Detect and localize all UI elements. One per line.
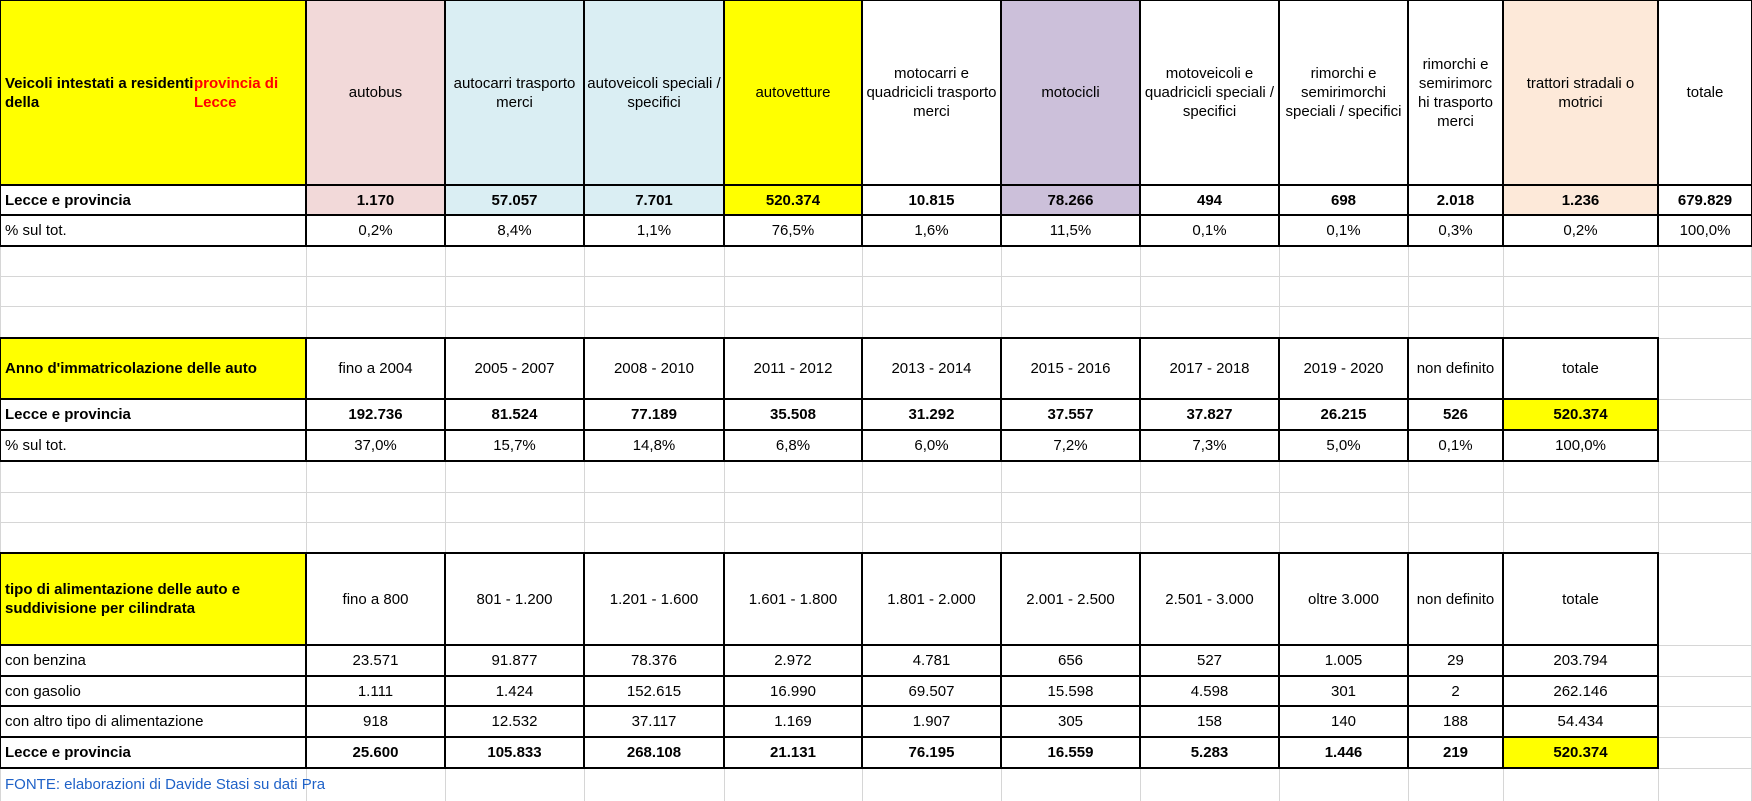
t2-cell[interactable]: 6,8%: [775, 437, 811, 454]
t3-cell[interactable]: 91.877: [491, 652, 538, 669]
table-border: [1278, 0, 1280, 246]
t2-cell[interactable]: 26.215: [1320, 406, 1367, 423]
t3-cell[interactable]: 5.283: [1190, 744, 1229, 761]
t3-cell[interactable]: 305: [1057, 713, 1084, 730]
t2-col-header[interactable]: fino a 2004: [338, 360, 413, 377]
t1-col-header[interactable]: rimorchi e semirimorchi speciali / specifici: [1285, 65, 1402, 120]
table1-title-main: Veicoli intestati a residenti della: [5, 74, 194, 111]
table-border: [0, 337, 1659, 339]
t3-cell[interactable]: 105.833: [487, 744, 542, 761]
table-border: [0, 0, 1752, 1]
t1-row-label[interactable]: Lecce e provincia: [5, 191, 131, 209]
t2-cell[interactable]: 7,3%: [1192, 437, 1227, 454]
t1-cell[interactable]: 1.236: [1503, 185, 1658, 215]
t2-cell[interactable]: 37.557: [1047, 406, 1094, 423]
t3-cell[interactable]: 918: [362, 713, 389, 730]
t2-cell[interactable]: 37,0%: [354, 437, 397, 454]
t2-cell[interactable]: 100,0%: [1555, 437, 1606, 454]
t1-col-header[interactable]: autobus: [306, 0, 445, 185]
t1-cell[interactable]: 2.018: [1436, 191, 1475, 209]
t3-row-label[interactable]: con gasolio: [5, 682, 81, 700]
t3-cell[interactable]: 520.374: [1503, 737, 1658, 768]
t2-col-header[interactable]: totale: [1562, 360, 1599, 377]
t2-col-header[interactable]: 2011 - 2012: [753, 360, 833, 377]
t2-cell[interactable]: 6,0%: [914, 437, 949, 454]
t1-col-header[interactable]: motocicli: [1001, 0, 1140, 185]
t1-cell[interactable]: 0,2%: [1563, 222, 1598, 239]
t2-col-header[interactable]: 2013 - 2014: [891, 360, 972, 377]
t3-cell[interactable]: 1.446: [1324, 744, 1363, 761]
table-border: [1657, 0, 1659, 246]
t3-cell[interactable]: 301: [1330, 682, 1357, 700]
table-border: [1139, 0, 1141, 246]
t1-cell[interactable]: 679.829: [1677, 191, 1733, 209]
t3-cell[interactable]: 1.907: [912, 713, 951, 730]
table-border: [1000, 0, 1002, 246]
t2-row-label[interactable]: % sul tot.: [5, 437, 67, 454]
t3-col-header[interactable]: 2.501 - 3.000: [1165, 590, 1254, 608]
t1-col-header[interactable]: autovetture: [724, 0, 862, 185]
t2-col-header[interactable]: 2017 - 2018: [1169, 360, 1250, 377]
t3-col-header[interactable]: totale: [1562, 590, 1599, 608]
t2-cell[interactable]: 192.736: [348, 406, 403, 423]
table-border: [0, 245, 1752, 247]
table-border: [0, 552, 1659, 554]
t3-cell[interactable]: 656: [1057, 652, 1084, 669]
t3-cell[interactable]: 78.376: [631, 652, 677, 669]
t2-col-header[interactable]: non definito: [1416, 360, 1495, 377]
table2-title[interactable]: Anno d'immatricolazione delle auto: [0, 338, 306, 399]
table-border: [0, 429, 1659, 431]
t3-cell[interactable]: 1.424: [495, 682, 534, 700]
t1-row-label[interactable]: % sul tot.: [5, 222, 67, 239]
t1-cell[interactable]: 10.815: [908, 191, 955, 209]
t2-col-header[interactable]: 2015 - 2016: [1030, 360, 1111, 377]
t3-cell[interactable]: 76.195: [908, 744, 955, 761]
t2-cell[interactable]: 37.827: [1186, 406, 1233, 423]
t2-cell[interactable]: 81.524: [491, 406, 538, 423]
t1-cell[interactable]: 0,1%: [1326, 222, 1361, 239]
table-border: [0, 460, 1659, 462]
t1-cell[interactable]: 1,1%: [636, 222, 672, 239]
t3-cell[interactable]: 1.005: [1324, 652, 1363, 669]
t3-cell[interactable]: 262.146: [1553, 682, 1608, 700]
source-note[interactable]: FONTE: elaborazioni di Davide Stasi su dati Pra: [5, 776, 326, 793]
t3-cell[interactable]: 2: [1451, 682, 1460, 700]
t3-cell[interactable]: 268.108: [626, 744, 682, 761]
t2-col-header[interactable]: 2005 - 2007: [474, 360, 555, 377]
t1-col-header[interactable]: rimorchi e semirimorc hi trasporto merci: [1417, 55, 1494, 130]
table-border: [0, 0, 1, 246]
t3-cell[interactable]: 140: [1330, 713, 1357, 730]
t2-col-header[interactable]: 2019 - 2020: [1303, 360, 1384, 377]
grid-line-horizontal: [0, 492, 1752, 493]
grid-line-horizontal: [0, 306, 1752, 307]
t3-cell[interactable]: 4.781: [912, 652, 951, 669]
t1-col-header[interactable]: motoveicoli e quadricicli speciali / specifici: [1144, 65, 1275, 120]
t3-cell[interactable]: 2.972: [774, 652, 812, 669]
t2-col-header[interactable]: 2008 - 2010: [613, 360, 695, 377]
t3-row-label[interactable]: con altro tipo di alimentazione: [5, 713, 204, 730]
t3-cell[interactable]: 21.131: [770, 744, 816, 761]
t3-col-header[interactable]: 1.201 - 1.600: [609, 590, 699, 608]
t1-cell[interactable]: 11,5%: [1049, 222, 1092, 239]
t1-cell[interactable]: 0,3%: [1438, 222, 1473, 239]
t3-cell[interactable]: 188: [1442, 713, 1469, 730]
t3-cell[interactable]: 219: [1442, 744, 1469, 761]
t2-cell[interactable]: 31.292: [908, 406, 955, 423]
t1-col-header[interactable]: autoveicoli speciali / specifici: [584, 0, 724, 185]
t1-cell[interactable]: 76,5%: [771, 222, 815, 239]
t2-cell[interactable]: 0,1%: [1438, 437, 1473, 454]
t3-cell[interactable]: 152.615: [626, 682, 682, 700]
t1-col-header[interactable]: autocarri trasporto merci: [445, 0, 584, 185]
t3-col-header[interactable]: 1.601 - 1.800: [748, 590, 838, 608]
t1-col-header[interactable]: trattori stradali o motrici: [1503, 0, 1658, 185]
t3-cell[interactable]: 25.600: [352, 744, 399, 761]
table-border: [0, 736, 1659, 738]
t2-row-label[interactable]: Lecce e provincia: [5, 406, 131, 423]
table-border: [1407, 0, 1409, 246]
t1-cell[interactable]: 1,6%: [914, 222, 949, 239]
t3-col-header[interactable]: fino a 800: [342, 590, 409, 608]
t3-row-label[interactable]: con benzina: [5, 652, 86, 669]
t3-cell[interactable]: 158: [1196, 713, 1223, 730]
t1-cell[interactable]: 78.266: [1001, 185, 1140, 215]
t3-cell[interactable]: 54.434: [1557, 713, 1604, 730]
t2-cell[interactable]: 15,7%: [493, 437, 536, 454]
t3-row-label[interactable]: Lecce e provincia: [5, 744, 131, 761]
table-border: [0, 398, 1659, 400]
t3-cell[interactable]: 527: [1196, 652, 1223, 669]
table-border: [1502, 0, 1504, 246]
t1-cell[interactable]: 0,1%: [1192, 222, 1227, 239]
t2-cell[interactable]: 7,2%: [1053, 437, 1088, 454]
t3-cell[interactable]: 12.532: [491, 713, 538, 730]
t1-col-header[interactable]: totale: [1686, 84, 1724, 101]
t3-cell[interactable]: 69.507: [908, 682, 955, 700]
table-border: [0, 705, 1659, 707]
t3-col-header[interactable]: 801 - 1.200: [476, 590, 553, 608]
t2-cell[interactable]: 77.189: [631, 406, 677, 423]
t1-cell[interactable]: 7.701: [584, 185, 724, 215]
table-border: [305, 0, 307, 246]
t3-cell[interactable]: 37.117: [631, 713, 677, 730]
t3-col-header[interactable]: 1.801 - 2.000: [887, 590, 976, 608]
table3-title[interactable]: tipo di alimentazione delle auto e suddivisione per cilindrata: [0, 553, 306, 645]
t1-cell[interactable]: 57.057: [445, 185, 584, 215]
table-border: [583, 0, 585, 246]
t3-cell[interactable]: 16.990: [770, 682, 816, 700]
t2-cell[interactable]: 35.508: [770, 406, 816, 423]
grid-line-horizontal: [0, 276, 1752, 277]
t3-cell[interactable]: 16.559: [1047, 744, 1094, 761]
table-border: [0, 644, 1659, 646]
t2-cell[interactable]: 5,0%: [1326, 437, 1361, 454]
t3-col-header[interactable]: 2.001 - 2.500: [1026, 590, 1115, 608]
table1-title[interactable]: [0, 0, 306, 185]
table1-title-province: provincia di Lecce: [193, 74, 279, 111]
table-border: [861, 0, 863, 246]
t3-col-header[interactable]: non definito: [1416, 590, 1495, 608]
t3-cell[interactable]: 23.571: [352, 652, 399, 669]
t3-cell[interactable]: 15.598: [1047, 682, 1094, 700]
t1-cell[interactable]: 0,2%: [358, 222, 393, 239]
t1-cell[interactable]: 1.170: [306, 185, 445, 215]
table-border: [0, 675, 1659, 677]
t1-cell[interactable]: 520.374: [724, 185, 862, 215]
t1-cell[interactable]: 8,4%: [497, 222, 532, 239]
t1-cell[interactable]: 698: [1330, 191, 1357, 209]
t1-col-header[interactable]: motocarri e quadricicli trasporto merci: [866, 65, 997, 120]
table-border: [0, 214, 1752, 216]
t3-cell[interactable]: 4.598: [1190, 682, 1229, 700]
table-border: [0, 184, 1752, 186]
t3-cell[interactable]: 203.794: [1553, 652, 1608, 669]
t3-col-header[interactable]: oltre 3.000: [1308, 590, 1379, 608]
t2-cell[interactable]: 526: [1442, 406, 1469, 423]
grid-line-horizontal: [0, 522, 1752, 523]
t2-cell[interactable]: 14,8%: [632, 437, 676, 454]
t1-cell[interactable]: 494: [1196, 191, 1223, 209]
t3-cell[interactable]: 1.111: [357, 682, 394, 700]
t1-cell[interactable]: 100,0%: [1679, 222, 1731, 239]
table-border: [723, 0, 725, 246]
t3-cell[interactable]: 29: [1447, 652, 1464, 669]
table-border: [444, 0, 446, 246]
t3-cell[interactable]: 1.169: [774, 713, 812, 730]
t2-cell[interactable]: 520.374: [1503, 399, 1658, 430]
